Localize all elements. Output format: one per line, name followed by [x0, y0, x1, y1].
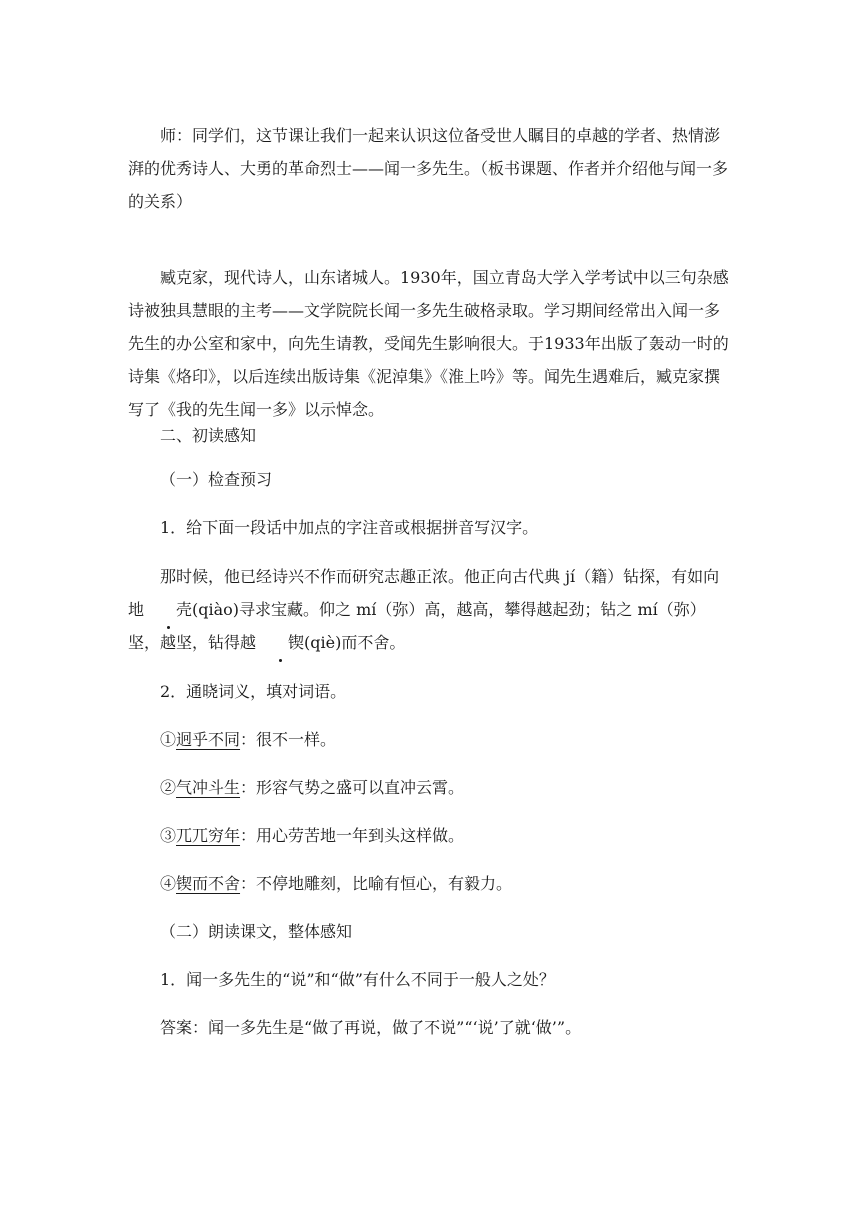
subsection-heading-preview-check: （一）检查预习	[160, 470, 273, 489]
question-1: 1．给下面一段话中加点的字注音或根据拼音写汉字。	[160, 518, 539, 537]
subsection-heading-read-aloud: （二）朗读课文，整体感知	[160, 922, 353, 941]
vocab-number: ①	[160, 730, 177, 749]
vocab-item	[128, 723, 734, 756]
question-3: 1．闻一多先生的“说”和“做”有什么不同于一般人之处？	[160, 970, 555, 989]
exercise-passage	[128, 560, 734, 659]
vocab-item	[128, 819, 734, 852]
dotted-char-qie: 锲	[256, 626, 304, 659]
intro-paragraph: 师：同学们，这节课让我们一起来认识这位备受世人瞩目的卓越的学者、热情澎湃的优秀诗人、大勇的革命烈士——闻一多先生。（板书课题、作者并介绍他与闻一多的关系）	[128, 126, 729, 211]
passage-text-1: 那时候，他已经诗兴不作而研究志趣正浓。他正向古代典 jí（籍）钻探，有如向地	[128, 567, 720, 619]
answer-text: 答案：闻一多先生是“做了再说，做了不说”“‘说’了就‘做’”。	[160, 1018, 582, 1037]
vocab-item	[128, 771, 734, 804]
vocab-number: ③	[160, 826, 177, 845]
vocab-term: 气冲斗生	[176, 778, 241, 797]
vocab-definition: ：不停地雕刻，比喻有恒心，有毅力。	[240, 874, 513, 893]
vocab-number: ④	[160, 874, 177, 893]
vocab-number: ②	[160, 778, 177, 797]
vocab-definition: ：用心劳苦地一年到头这样做。	[240, 826, 465, 845]
vocab-term: 迥乎不同	[176, 730, 241, 749]
passage-text-3: (qiè)而不舍。	[304, 633, 406, 652]
question-2: 2．通晓词义，填对词语。	[160, 682, 347, 701]
dotted-char-qiao: 壳	[144, 593, 192, 626]
passage-text-2: (qiào)寻求宝藏。仰之 mí（弥）高，越高，攀得越起劲；钻之 mí（弥）坚，越坚，钻得越	[128, 600, 706, 652]
vocab-definition: ：很不一样。	[240, 730, 337, 749]
vocab-definition: ：形容气势之盛可以直冲云霄。	[240, 778, 465, 797]
section-heading-first-reading: 二、初读感知	[160, 426, 257, 445]
vocab-term: 锲而不舍	[176, 874, 241, 893]
vocab-item	[128, 867, 734, 900]
vocab-term: 兀兀穷年	[176, 826, 241, 845]
author-bio-paragraph: 臧克家，现代诗人，山东诸城人。1930年，国立青岛大学入学考试中以三句杂感诗被独具慧眼的主考——文学院院长闻一多先生破格录取。学习期间经常出入闻一多先生的办公室和家中，向先生请教，受闻先生影响很大。于1933年出版了轰动一时的诗集《烙印》，以后连续出版诗集《泥淖集》《淮上吟》等。闻先生遇难后，臧克家撰写了《我的先生闻一多》以示悼念。	[128, 268, 729, 419]
